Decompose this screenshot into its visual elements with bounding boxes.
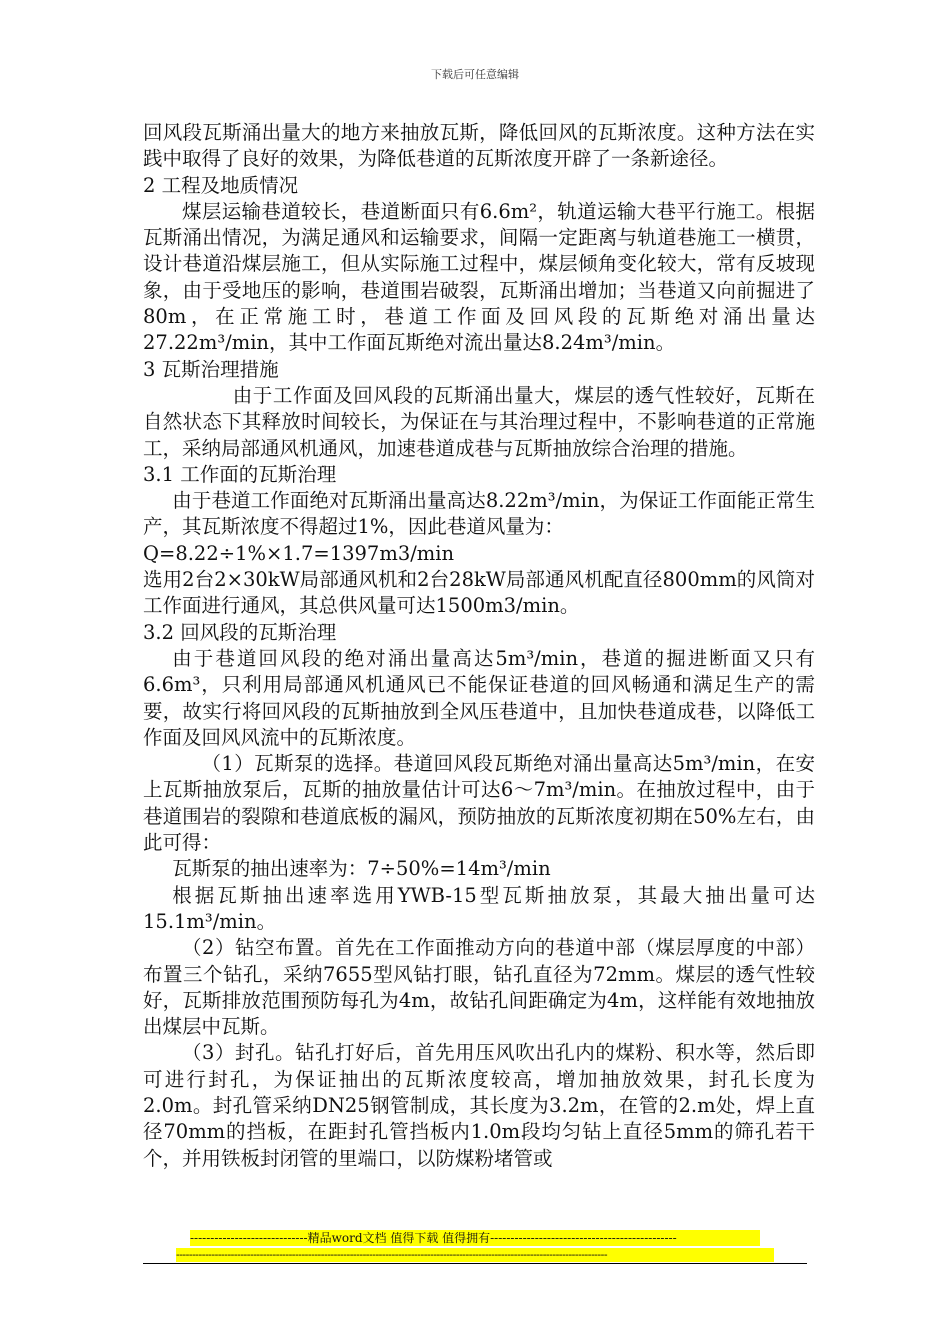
- section-heading: 2 工程及地质情况: [143, 173, 299, 197]
- paragraph: 回风段瓦斯涌出量大的地方来抽放瓦斯，降低回风的瓦斯浓度。这种方法在实践中取得了良好的效果，为降低巷道的瓦斯浓度开辟了一条新途径。: [143, 121, 815, 171]
- section-heading: 3 瓦斯治理措施: [143, 357, 279, 381]
- paragraph: 煤层运输巷道较长，巷道断面只有6.6m²，轨道运输大巷平行施工。根据瓦斯涌出情况，为满足通风和运输要求，间隔一定距离与轨道巷施工一横贯，设计巷道沿煤层施工，但从实际施工过程中，煤层倾角变化较大，常有反坡现象，由于受地压的影响，巷道围岩破裂，瓦斯涌出增加；当巷道又向前掘进了80m，在正常施工时，巷道工作面及回风段的瓦斯绝对涌出量达27.22m³/min，其中工作面瓦斯绝对流出量达8.24m³/min。: [143, 199, 815, 355]
- formula: Q=8.22÷1%×1.7=1397m3/min: [143, 541, 455, 565]
- paragraph: （1）瓦斯泵的选择。巷道回风段瓦斯绝对涌出量高达5m³/min，在安上瓦斯抽放泵后，瓦斯的抽放量估计可达6～7m³/min。在抽放过程中，由于巷道围岩的裂隙和巷道底板的漏风，预防抽放的瓦斯浓度初期在50%左右，由此可得：: [143, 752, 815, 855]
- footer-rule: [143, 1263, 807, 1264]
- footer-banner: -----------------------------精品word文档 值得下载 值得拥有----------------------------------------------: [190, 1230, 760, 1246]
- page-header: 下载后可任意编辑: [431, 68, 519, 81]
- paragraph: 根据瓦斯抽出速率选用YWB-15型瓦斯抽放泵，其最大抽出量可达15.1m³/min。: [143, 883, 815, 933]
- paragraph: （3）封孔。钻孔打好后，首先用压风吹出孔内的煤粉、积水等，然后即可进行封孔，为保证抽出的瓦斯浓度较高，增加抽放效果，封孔长度为2.0m。封孔管采纳DN25钢管制成，其长度为3.2m，在管的2.m处，焊上直径70mm的挡板，在距封孔管挡板内1.0m段均匀钻上直径5mm的筛孔若干个，并用铁板封闭管的里端口，以防煤粉堵管或: [143, 1041, 815, 1170]
- paragraph: （2）钻空布置。首先在工作面推动方向的巷道中部（煤层厚度的中部）布置三个钻孔，采纳7655型风钻打眼，钻孔直径为72mm。煤层的透气性较好，瓦斯排放范围预防每孔为4m，故钻孔间距确定为4m，这样能有效地抽放出煤层中瓦斯。: [143, 936, 815, 1039]
- paragraph: 选用2台2×30kW局部通风机和2台28kW局部通风机配直径800mm的风筒对工作面进行通风，其总供风量可达1500m3/min。: [143, 568, 815, 618]
- paragraph: 由于巷道工作面绝对瓦斯涌出量高达8.22m³/min，为保证工作面能正常生产，其瓦斯浓度不得超过1%，因此巷道风量为：: [143, 489, 815, 539]
- footer-dashes: --------------------------------------------------------------------------------------------------------------------------------------: [176, 1248, 774, 1262]
- subsection-heading: 3.1 工作面的瓦斯治理: [143, 462, 337, 486]
- paragraph: 由于巷道回风段的绝对涌出量高达5m³/min，巷道的掘进断面又只有6.6m³，只利用局部通风机通风已不能保证巷道的回风畅通和满足生产的需要，故实行将回风段的瓦斯抽放到全风压巷道中，且加快巷道成巷，以降低工作面及回风风流中的瓦斯浓度。: [143, 646, 815, 749]
- formula: 瓦斯泵的抽出速率为：7÷50%=14m³/min: [172, 857, 551, 881]
- subsection-heading: 3.2 回风段的瓦斯治理: [143, 620, 337, 644]
- paragraph: 由于工作面及回风段的瓦斯涌出量大，煤层的透气性较好，瓦斯在自然状态下其释放时间较长，为保证在与其治理过程中，不影响巷道的正常施工，采纳局部通风机通风，加速巷道成巷与瓦斯抽放综合治理的措施。: [143, 383, 815, 460]
- document-body: [143, 120, 815, 1172]
